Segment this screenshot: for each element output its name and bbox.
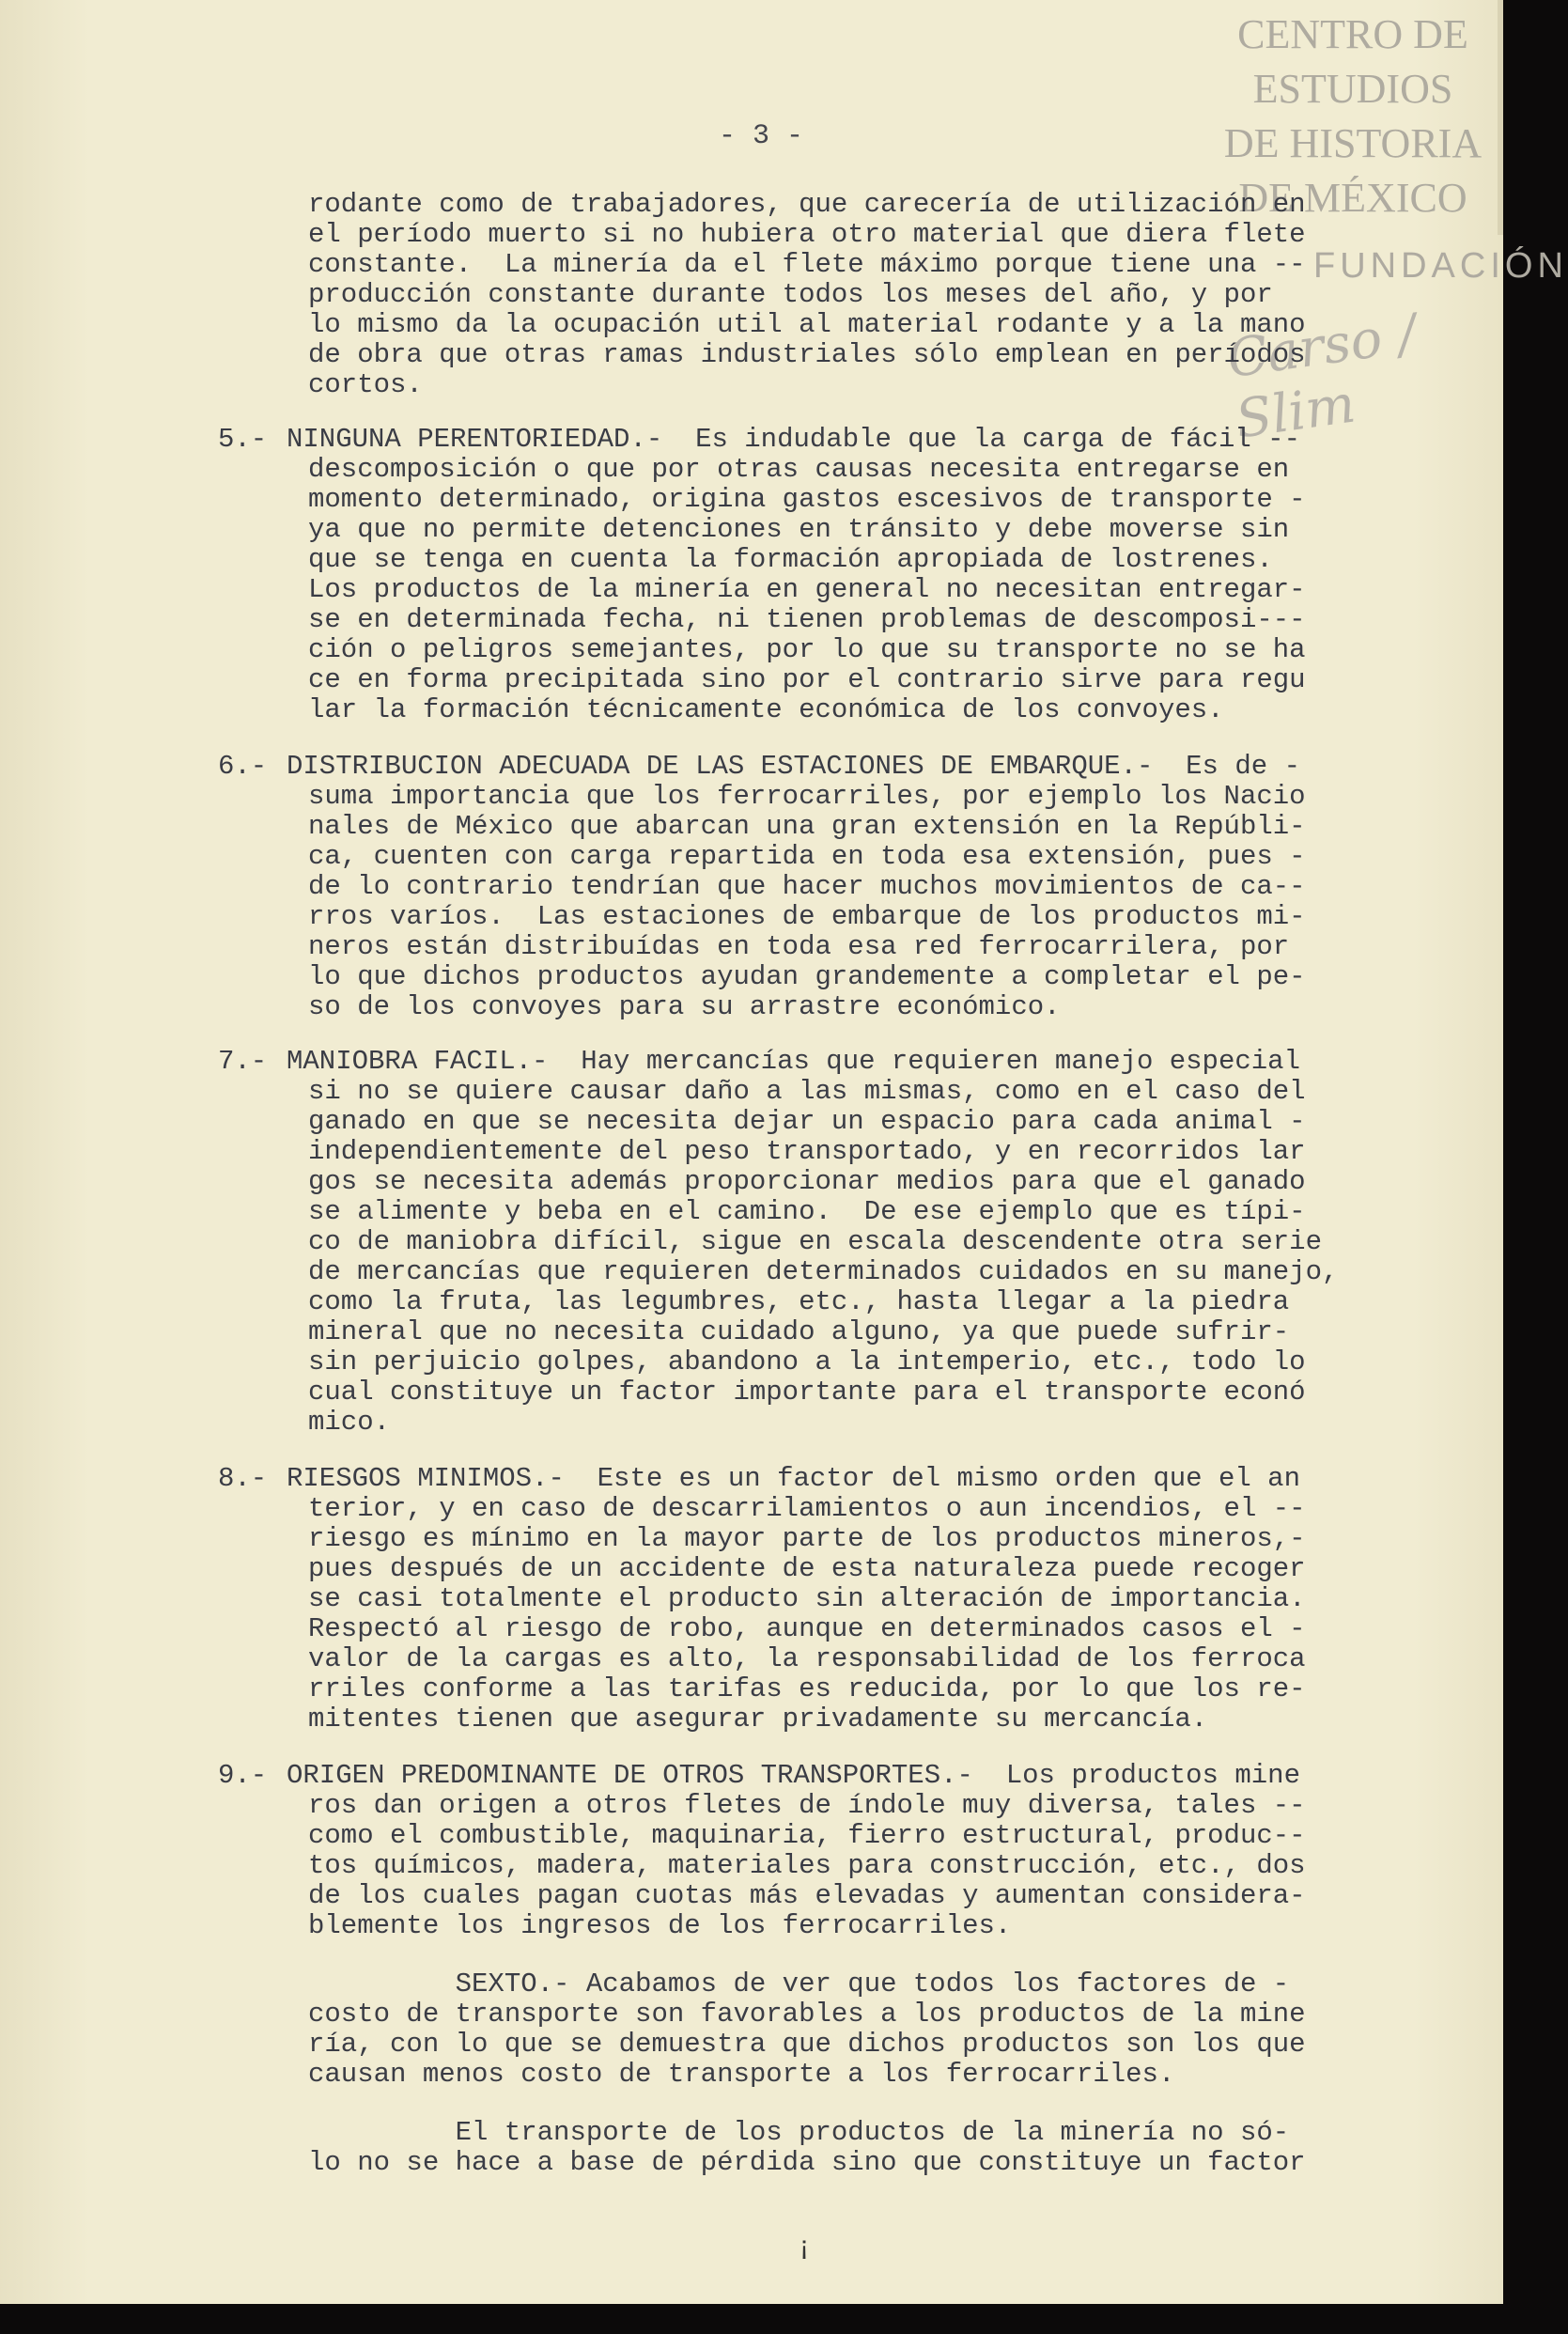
- section-heading-line: NINGUNA PERENTORIEDAD.- Es indudable que la carga de fácil --: [287, 424, 1300, 455]
- text-line: cortos.: [308, 369, 423, 400]
- text-line: constante. La minería da el flete máximo porque tiene una --: [308, 249, 1306, 280]
- text-line: mineral que no necesita cuidado alguno, ya que puede sufrir-: [308, 1316, 1290, 1347]
- watermark-line: CENTRO DE: [1237, 11, 1468, 57]
- text-line: momento determinado, origina gastos escesivos de transporte -: [308, 484, 1306, 515]
- text-line: de lo contrario tendrían que hacer muchos movimientos de ca--: [308, 871, 1306, 902]
- text-line: pues después de un accidente de esta naturaleza puede recoger: [308, 1553, 1306, 1584]
- text-line: rodante como de trabajadores, que carecería de utilización en: [308, 189, 1306, 220]
- text-line: lar la formación técnicamente económica de los convoyes.: [308, 694, 1224, 725]
- text-line: El transporte de los productos de la minería no só-: [308, 2117, 1290, 2148]
- text-line: mitentes tienen que asegurar privadamente su mercancía.: [308, 1704, 1208, 1735]
- item-number: 7.-: [218, 1046, 268, 1077]
- text-line: de mercancías que requieren determinados cuidados en su manejo,: [308, 1256, 1339, 1287]
- text-line: ría, con lo que se demuestra que dichos productos son los que: [308, 2029, 1306, 2060]
- section-heading-line: DISTRIBUCION ADECUADA DE LAS ESTACIONES DE EMBARQUE.- Es de -: [287, 751, 1300, 782]
- text-line: tos químicos, madera, materiales para construcción, etc., dos: [308, 1850, 1306, 1881]
- text-line: de los cuales pagan cuotas más elevadas y aumentan considera-: [308, 1880, 1306, 1911]
- text-line: ganado en que se necesita dejar un espacio para cada animal -: [308, 1106, 1306, 1137]
- item-number: 8.-: [218, 1463, 268, 1494]
- section-heading-line: ORIGEN PREDOMINANTE DE OTROS TRANSPORTES.- Los productos mine: [287, 1760, 1300, 1791]
- text-line: Respectó al riesgo de robo, aunque en determinados casos el -: [308, 1613, 1306, 1644]
- text-line: suma importancia que los ferrocarriles, por ejemplo los Nacio: [308, 781, 1306, 812]
- text-line: el período muerto si no hubiera otro material que diera flete: [308, 219, 1306, 250]
- text-line: ya que no permite detenciones en tránsito y debe moverse sin: [308, 514, 1290, 545]
- end-mark: ¡: [796, 2233, 814, 2264]
- text-line: ción o peligros semejantes, por lo que su transporte no se ha: [308, 634, 1306, 665]
- text-line: Los productos de la minería en general no necesitan entregar-: [308, 574, 1306, 605]
- text-line: independientemente del peso transportado, y en recorridos lar: [308, 1136, 1306, 1167]
- watermark-line: DE MÉXICO: [1238, 175, 1467, 221]
- text-line: gos se necesita además proporcionar medios para que el ganado: [308, 1166, 1306, 1197]
- text-line: so de los convoyes para su arrastre económico.: [308, 991, 1061, 1022]
- text-line: terior, y en caso de descarrilamientos o aun incendios, el --: [308, 1493, 1306, 1524]
- text-line: lo mismo da la ocupación util al material rodante y a la mano: [308, 309, 1306, 340]
- watermark-signature: Carso / Slim: [1223, 303, 1421, 451]
- text-line: sin perjuicio golpes, abandono a la intemperio, etc., todo lo: [308, 1346, 1306, 1377]
- text-line: ca, cuenten con carga repartida en toda esa extensión, pues -: [308, 841, 1306, 872]
- section-heading-line: RIESGOS MINIMOS.- Este es un factor del mismo orden que el an: [287, 1463, 1300, 1494]
- text-line: ros dan origen a otros fletes de índole muy diversa, tales --: [308, 1790, 1306, 1821]
- watermark-line: DE HISTORIA: [1223, 120, 1483, 166]
- text-line: como la fruta, las legumbres, etc., hasta llegar a la piedra: [308, 1286, 1290, 1317]
- item-number: 5.-: [218, 424, 268, 455]
- text-line: costo de transporte son favorables a los productos de la mine: [308, 1999, 1306, 2030]
- text-line: rros varíos. Las estaciones de embarque de los productos mi-: [308, 901, 1306, 932]
- text-line: nales de México que abarcan una gran extensión en la Repúbli-: [308, 811, 1306, 842]
- text-line: se casi totalmente el producto sin alteración de importancia.: [308, 1583, 1306, 1614]
- page-number: - 3 -: [718, 120, 803, 152]
- item-number: 6.-: [218, 751, 268, 782]
- watermark-line: ESTUDIOS: [1252, 66, 1453, 112]
- item-number: 9.-: [218, 1760, 268, 1791]
- text-line: SEXTO.- Acabamos de ver que todos los factores de -: [308, 1968, 1290, 1999]
- text-line: cual constituye un factor importante para el transporte econó: [308, 1377, 1306, 1408]
- text-line: rriles conforme a las tarifas es reducida, por lo que los re-: [308, 1673, 1306, 1704]
- text-line: descomposición o que por otras causas necesita entregarse en: [308, 454, 1290, 485]
- section-heading-line: MANIOBRA FACIL.- Hay mercancías que requieren manejo especial: [287, 1046, 1300, 1077]
- text-line: de obra que otras ramas industriales sólo emplean en períodos: [308, 339, 1306, 370]
- text-line: que se tenga en cuenta la formación apropiada de lostrenes.: [308, 544, 1273, 575]
- text-line: blemente los ingresos de los ferrocarriles.: [308, 1910, 1012, 1941]
- watermark-fundacion: FUNDACIÓN: [1313, 246, 1568, 286]
- text-line: producción constante durante todos los meses del año, y por: [308, 279, 1273, 310]
- text-line: causan menos costo de transporte a los ferrocarriles.: [308, 2059, 1175, 2090]
- text-line: lo que dichos productos ayudan grandemente a completar el pe-: [308, 961, 1306, 992]
- text-line: riesgo es mínimo en la mayor parte de los productos mineros,-: [308, 1523, 1306, 1554]
- text-line: valor de la cargas es alto, la responsabilidad de los ferroca: [308, 1643, 1306, 1674]
- text-line: como el combustible, maquinaria, fierro estructural, produc--: [308, 1820, 1306, 1851]
- text-line: se en determinada fecha, ni tienen problemas de descomposi---: [308, 604, 1306, 635]
- text-line: co de maniobra difícil, sigue en escala descendente otra serie: [308, 1226, 1322, 1257]
- text-line: se alimente y beba en el camino. De ese ejemplo que es típi-: [308, 1196, 1306, 1227]
- text-line: mico.: [308, 1407, 391, 1438]
- text-line: si no se quiere causar daño a las mismas, como en el caso del: [308, 1076, 1306, 1107]
- text-line: neros están distribuídas en toda esa red ferrocarrilera, por: [308, 931, 1290, 962]
- text-line: lo no se hace a base de pérdida sino que constituye un factor: [308, 2147, 1306, 2178]
- text-line: ce en forma precipitada sino por el contrario sirve para regu: [308, 664, 1306, 695]
